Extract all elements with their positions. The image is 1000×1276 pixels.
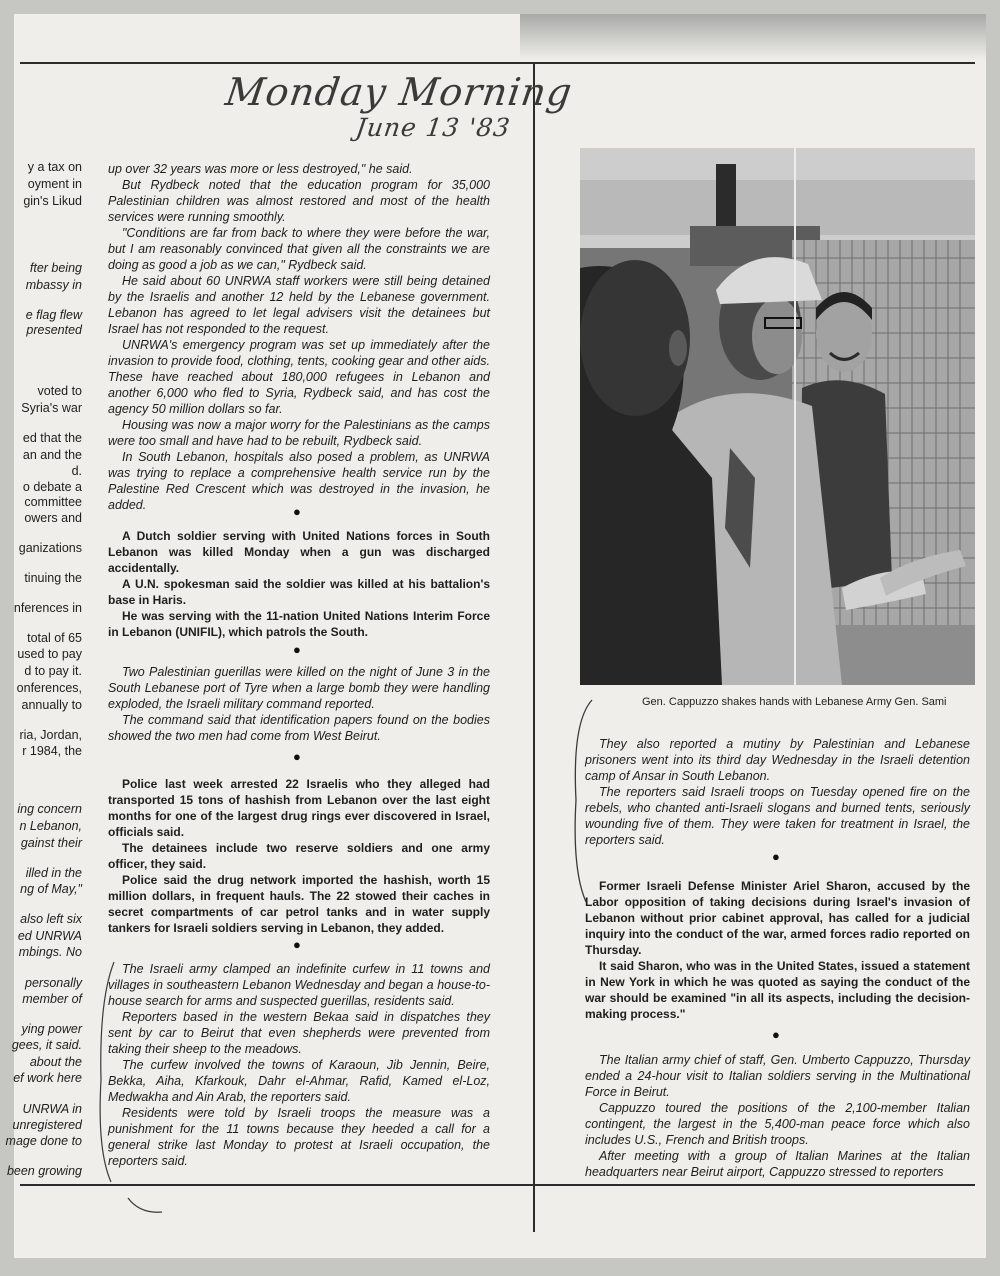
paragraph: The Israeli army clamped an indefinite curfew in 11 towns and villages in southeastern Lebanon Wednesday and began a house-to-house search for arms and suspected guerillas, residents said.	[108, 962, 490, 1008]
fragment-line: annually to	[21, 698, 82, 712]
fragment-line: member of	[22, 992, 82, 1006]
fragment-line: also left six	[20, 912, 82, 926]
paragraph: The command said that identification papers found on the bodies showed the two men had come from West Beirut.	[108, 713, 490, 743]
paragraph: Residents were told by Israeli troops the measure was a punishment for the 11 towns because they heeded a call for a general strike last Monday to protest at Israeli occupation, the reporters said.	[108, 1106, 490, 1168]
fragment-line: owers and	[24, 511, 82, 525]
paragraph: The Italian army chief of staff, Gen. Umberto Cappuzzo, Thursday ended a 24-hour visit to Italian soldiers serving in the Multinational Force in Beirut.	[585, 1053, 970, 1099]
story-separator-dot: ●	[293, 642, 301, 657]
story-separator-dot: ●	[293, 504, 301, 519]
paragraph: In South Lebanon, hospitals also posed a problem, as UNRWA was trying to replace a comprehensive health service run by the Palestine Red Crescent which was destroyed in the invasion, he added.	[108, 450, 490, 512]
fragment-line: ganizations	[18, 541, 82, 555]
fragment-line: oyment in	[27, 177, 82, 191]
paragraph: They also reported a mutiny by Palestinian and Lebanese prisoners went into its third day Wednesday in the Israeli detention camp of Ansar in South Lebanon.	[585, 737, 970, 783]
paragraph: Police last week arrested 22 Israelis who they alleged had transported 15 tons of hashish from Lebanon over the last eight months for one of the largest drug rings ever discovered in Israel, officials said.	[108, 777, 490, 839]
fragment-line: total of 65	[27, 631, 82, 645]
fragment-line: committee	[24, 495, 82, 509]
paragraph: The detainees include two reserve soldiers and one army officer, they said.	[108, 841, 490, 871]
fragment-line: mbings. No	[18, 945, 82, 959]
paragraph: UNRWA's emergency program was set up immediately after the invasion to provide food, clothing, tents, cooking gear and other aids. These have reached about 180,000 refugees in Lebanon and another 6,000 who fled to Syria, Rydbeck said, and has cost the agency 50 million dollars so far.	[108, 338, 490, 416]
fragment-line: ing concern	[17, 802, 82, 816]
fragment-line: unregistered	[12, 1118, 82, 1132]
paragraph: A U.N. spokesman said the soldier was killed at his battalion's base in Haris.	[108, 577, 490, 607]
fragment-line: o debate a	[22, 480, 82, 494]
fragment-line: ed that the	[22, 431, 82, 445]
fragment-line: y a tax on	[27, 160, 82, 174]
paragraph: The curfew involved the towns of Karaoun, Jib Jennin, Beire, Bekka, Aiha, Kfarkouk, Dahr el-Ahmar, Rafid, Kamed el-Loz, Medwakha and Ain Arab, the reporters said.	[108, 1058, 490, 1104]
fragment-line: voted to	[37, 384, 82, 398]
fragment-line: ef work here	[13, 1071, 82, 1085]
fragment-line: fter being	[29, 261, 82, 275]
story-separator-dot: ●	[293, 937, 301, 952]
fragment-line: about the	[29, 1055, 82, 1069]
fragment-line: presented	[26, 323, 82, 337]
fragment-line: gainst their	[20, 836, 82, 850]
fragment-line: been growing	[6, 1164, 82, 1178]
fragment-line: onferences,	[16, 681, 82, 695]
fragment-line: ying power	[21, 1022, 82, 1036]
pen-bracket-left-column	[100, 962, 114, 1182]
fragment-line: ng of May,"	[20, 882, 82, 896]
paragraph: up over 32 years was more or less destroyed," he said.	[108, 162, 413, 176]
paragraph: Former Israeli Defense Minister Ariel Sharon, accused by the Labor opposition of taking decisions during Israel's invasion of Lebanon without prior cabinet approval, has called for a judicial inquiry into the conduct of the war, armed forces radio reported on Thursday.	[585, 879, 970, 957]
fragment-line: used to pay	[17, 647, 82, 661]
paragraph: Cappuzzo toured the positions of the 2,100-member Italian contingent, the largest in the 5,400-man peace force which also includes U.S., French and British troops.	[585, 1101, 970, 1147]
paragraph: But Rydbeck noted that the education program for 35,000 Palestinian children was almost restored and most of the health services were running smoothly.	[108, 178, 490, 224]
fragment-line: d to pay it.	[24, 664, 82, 678]
fragment-line: illed in the	[25, 866, 82, 880]
paragraph: The reporters said Israeli troops on Tuesday opened fire on the rebels, who chanted anti-Israeli slogans and burned tents, seriously wounding five of them. They were taken for treatment in Israel, the reporters said.	[585, 785, 970, 847]
fragment-line: n Lebanon,	[19, 819, 82, 833]
fragment-line: d.	[71, 464, 82, 478]
fragment-line: mbassy in	[25, 278, 82, 292]
fragment-line: ria, Jordan,	[19, 728, 82, 742]
fragment-line: mage done to	[5, 1134, 82, 1148]
paragraph: Two Palestinian guerillas were killed on the night of June 3 in the South Lebanese port of Tyre when a large bomb they were handling exploded, the Israeli military command reported.	[108, 665, 490, 711]
handwritten-publication-note: Monday Morning	[222, 70, 576, 114]
fragment-line: tinuing the	[24, 571, 82, 585]
pen-bracket-right-column	[575, 700, 592, 902]
fragment-line: UNRWA in	[22, 1102, 82, 1116]
paragraph: "Conditions are far from back to where they were before the war, but I am reasonably convinced that given all the constraints we are doing as good a job as we can," Rydbeck said.	[108, 226, 490, 272]
paragraph: Police said the drug network imported the hashish, worth 15 million dollars, in frequent hauls. The 22 stowed their caches in secret compartments of car petrol tanks and in water supply tankers for Israeli soldiers serving in Lebanon, they added.	[108, 873, 490, 935]
fragment-line: gees, it said.	[11, 1038, 82, 1052]
paragraph: He was serving with the 11-nation United Nations Interim Force in Lebanon (UNIFIL), which patrols the South.	[108, 609, 490, 639]
fragment-line: personally	[25, 976, 82, 990]
story-separator-dot: ●	[772, 1027, 780, 1042]
fragment-line: an and the	[22, 448, 82, 462]
story-separator-dot: ●	[772, 849, 780, 864]
paragraph: After meeting with a group of Italian Marines at the Italian headquarters near Beirut airport, Cappuzzo stressed to reporters	[585, 1149, 970, 1179]
fragment-line: nferences in	[13, 601, 82, 615]
photo-caption: Gen. Cappuzzo shakes hands with Lebanese Army Gen. Sami	[642, 696, 947, 708]
fragment-line: gin's Likud	[23, 194, 82, 208]
fragment-line: ed UNRWA	[17, 929, 82, 943]
paragraph: Housing was now a major worry for the Palestinians as the camps were too small and have had to be rebuilt, Rydbeck said.	[108, 418, 490, 448]
paragraph: A Dutch soldier serving with United Nations forces in South Lebanon was killed Monday when a gun was discharged accidentally.	[108, 529, 490, 575]
fragment-line: r 1984, the	[22, 744, 82, 758]
story-separator-dot: ●	[293, 749, 301, 764]
paragraph: Reporters based in the western Bekaa said in dispatches they sent by car to Beirut that even shepherds were prevented from taking their sheep to the meadows.	[108, 1010, 490, 1056]
fragment-line: Syria's war	[21, 401, 82, 415]
pen-stroke-bottom	[128, 1198, 162, 1212]
paragraph: He said about 60 UNRWA staff workers were still being detained by the Israelis and another 12 held by the Lebanese government. Lebanon has agreed to let legal advisers visit the detainees but Israel has not responded to the request.	[108, 274, 490, 336]
paragraph: It said Sharon, who was in the United States, issued a statement in New York in which he was quoted as saying the conduct of the war should be examined "in all its aspects, including the decision-making process."	[585, 959, 970, 1021]
fragment-line: e flag flew	[25, 308, 82, 322]
handwritten-date-note: June 13 '83	[353, 113, 513, 142]
